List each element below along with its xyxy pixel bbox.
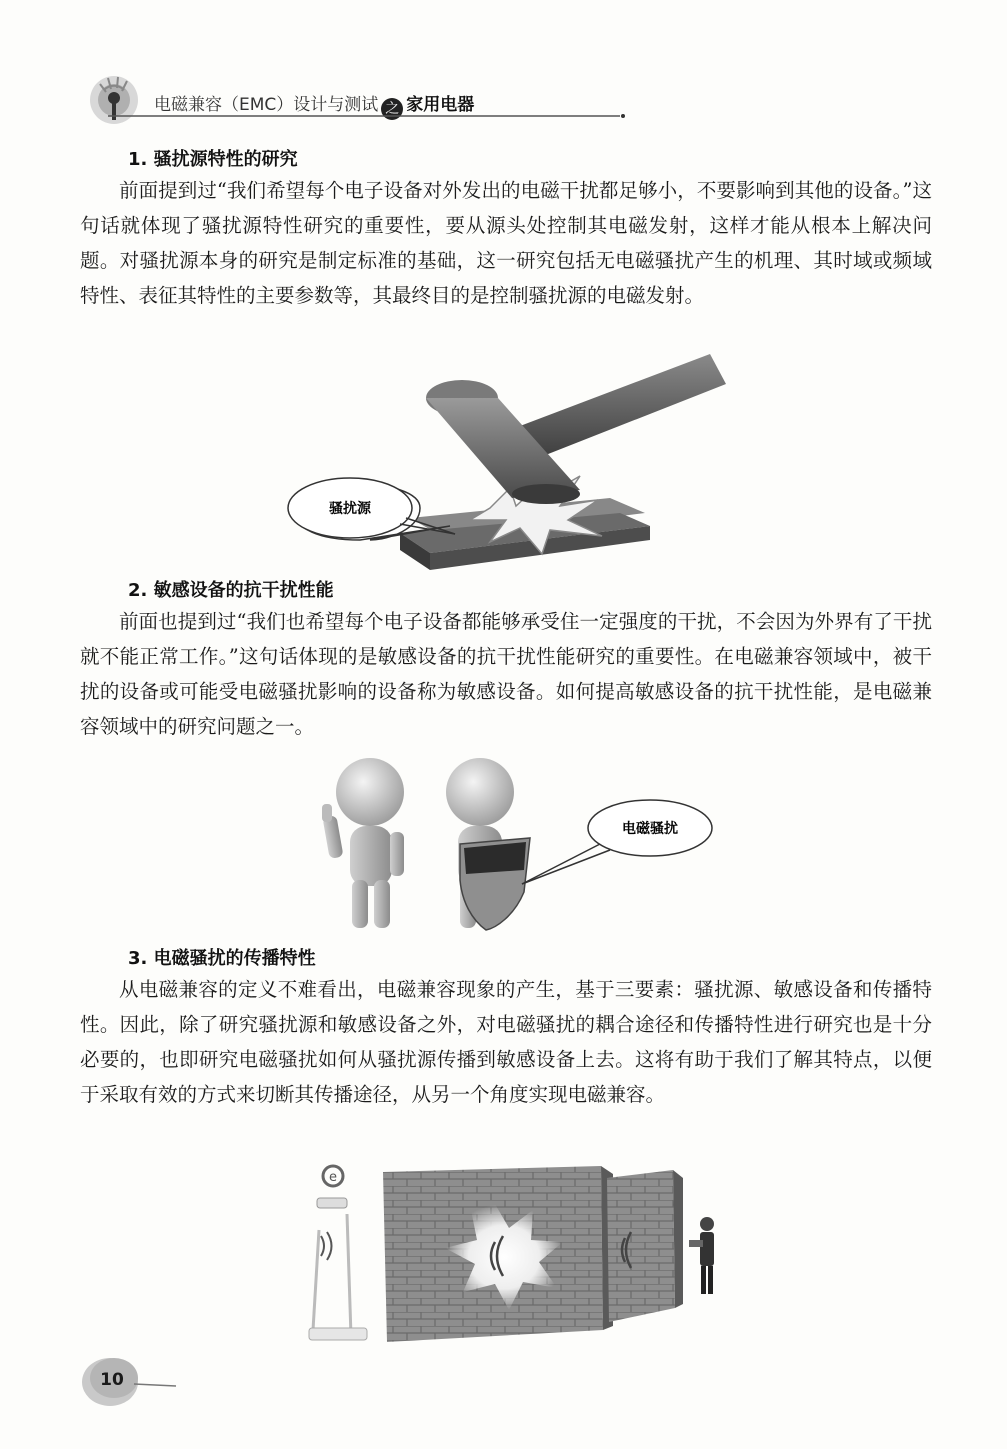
- figures-label: 电磁骚扰: [622, 821, 678, 837]
- propagation-figure: [295, 1158, 735, 1348]
- hammer-figure: [280, 348, 740, 578]
- page-number-badge: [80, 1350, 180, 1410]
- figures-shield-figure: [300, 752, 720, 932]
- header-title-suffix: 家用电器: [406, 95, 475, 115]
- header-title-connector: 之: [381, 98, 403, 120]
- hammer-label: 骚扰源: [329, 501, 371, 517]
- section-3-paragraph: 从电磁兼容的定义不难看出，电磁兼容现象的产生，基于三要素：骚扰源、敏感设备和传播特性。因此，除了研究骚扰源和敏感设备之外，对电磁骚扰的耦合途径和传播特性进行研究也是十分必要的，也即研究电磁骚扰如何从骚扰源传播到敏感设备上去。这将有助于我们了解其特点，以便于采取有效的方式来切断其传播途径，从另一个角度实现电磁兼容。: [80, 978, 932, 1106]
- header-title-prefix: 电磁兼容（EMC）设计与测试: [154, 95, 379, 115]
- page-header: [84, 70, 554, 126]
- section-1-paragraph: 前面提到过“我们希望每个电子设备对外发出的电磁干扰都足够小，不要影响到其他的设备。”这句话就体现了骚扰源特性研究的重要性，要从源头处控制其电磁发射，这样才能从根本上解决问题。对骚扰源本身的研究是制定标准的基础，这一研究包括无电磁骚扰产生的机理、其时域或频域特性、表征其特性的主要参数等，其最终目的是控制骚扰源的电磁发射。: [80, 179, 932, 307]
- header-rule: [108, 114, 628, 118]
- section-2-heading: 2. 敏感设备的抗干扰性能: [128, 580, 334, 601]
- shield-figure: [446, 758, 530, 930]
- router-icon: [309, 1166, 367, 1340]
- section-2-paragraph: 前面也提到过“我们也希望每个电子设备都能够承受住一定强度的干扰，不会因为外界有了干扰就不能正常工作。”这句话体现的是敏感设备的抗干扰性能研究的重要性。在电磁兼容领域中，被干扰的设备或可能受电磁骚扰影响的设备称为敏感设备。如何提高敏感设备的抗干扰性能，是电磁兼容领域中的研究问题之一。: [80, 610, 932, 738]
- page-number: 10: [100, 1370, 124, 1390]
- section-3-heading: 3. 电磁骚扰的传播特性: [128, 948, 316, 969]
- brick-wall-2: [607, 1170, 683, 1322]
- svg-text:e: e: [329, 1170, 337, 1185]
- brick-wall-1: [383, 1166, 613, 1342]
- thumbs-up-figure: [322, 758, 404, 928]
- hammer-handle: [520, 354, 726, 458]
- person-icon: [689, 1217, 714, 1294]
- section-1-heading: 1. 骚扰源特性的研究: [128, 149, 298, 170]
